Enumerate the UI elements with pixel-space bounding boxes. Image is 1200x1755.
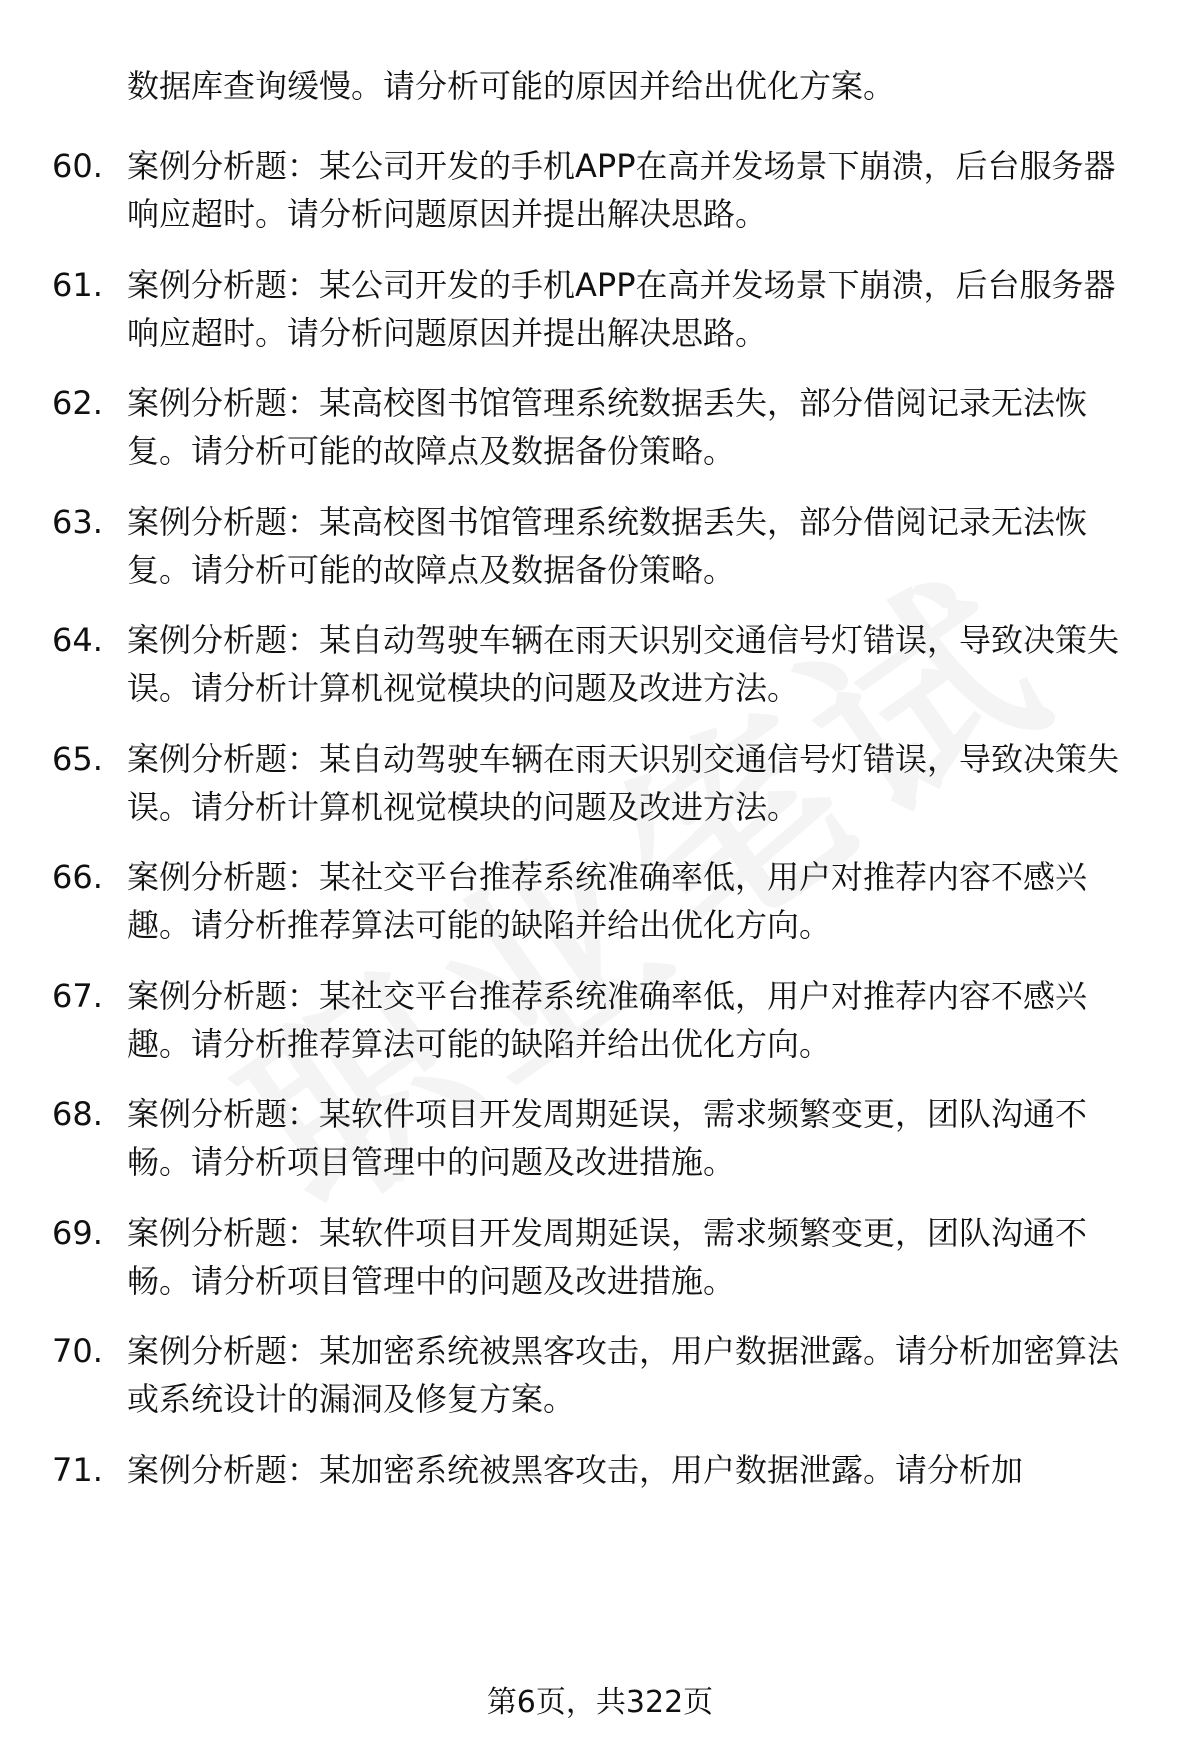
question-item [0,1090,1200,1209]
question-number: 66. [52,858,103,896]
question-item [0,853,1200,972]
question-number: 69. [52,1213,103,1252]
question-text: 案例分析题：某加密系统被黑客攻击，用户数据泄露。请分析加 [127,1450,1024,1489]
question-text: 案例分析题：某高校图书馆管理系统数据丢失，部分借阅记录无法恢复。请分析可能的故障点及数据备份策略。 [127,384,1088,470]
question-number: 61. [52,265,103,304]
question-number: 70. [52,1332,103,1370]
question-list [0,142,1200,1564]
question-text: 案例分析题：某加密系统被黑客攻击，用户数据泄露。请分析加密算法或系统设计的漏洞及修复方案。 [127,1332,1120,1418]
question-item [0,1209,1200,1328]
question-item [0,972,1200,1091]
question-item [0,1446,1200,1565]
question-text: 案例分析题：某软件项目开发周期延误，需求频繁变更，团队沟通不畅。请分析项目管理中的问题及改进措施。 [127,1213,1088,1300]
question-item [0,379,1200,498]
question-number: 65. [52,739,103,778]
question-number: 67. [52,976,103,1015]
question-text: 案例分析题：某公司开发的手机APP在高并发场景下崩溃，后台服务器响应超时。请分析问题原因并提出解决思路。 [127,147,1116,233]
question-text: 案例分析题：某自动驾驶车辆在雨天识别交通信号灯错误，导致决策失误。请分析计算机视觉模块的问题及改进方法。 [127,739,1120,826]
question-number: 63. [52,502,103,541]
question-item [0,498,1200,617]
question-number: 62. [52,384,103,422]
question-item [0,142,1200,261]
question-number: 71. [52,1450,103,1489]
continued-question-text: 数据库查询缓慢。请分析可能的原因并给出优化方案。 [127,67,896,105]
question-text: 案例分析题：某公司开发的手机APP在高并发场景下崩溃，后台服务器响应超时。请分析问题原因并提出解决思路。 [127,265,1116,352]
question-item [0,616,1200,735]
question-item [0,261,1200,380]
question-number: 60. [52,147,103,185]
question-text: 案例分析题：某高校图书馆管理系统数据丢失，部分借阅记录无法恢复。请分析可能的故障点及数据备份策略。 [127,502,1088,589]
question-text: 案例分析题：某软件项目开发周期延误，需求频繁变更，团队沟通不畅。请分析项目管理中的问题及改进措施。 [127,1095,1088,1181]
question-number: 64. [52,621,103,659]
question-text: 案例分析题：某社交平台推荐系统准确率低，用户对推荐内容不感兴趣。请分析推荐算法可能的缺陷并给出优化方向。 [127,976,1088,1063]
question-text: 案例分析题：某自动驾驶车辆在雨天识别交通信号灯错误，导致决策失误。请分析计算机视觉模块的问题及改进方法。 [127,621,1120,707]
question-number: 68. [52,1095,103,1133]
question-item [0,1327,1200,1446]
question-text: 案例分析题：某社交平台推荐系统准确率低，用户对推荐内容不感兴趣。请分析推荐算法可能的缺陷并给出优化方向。 [127,858,1088,944]
page-footer: 第6页，共322页 [486,1685,714,1720]
question-item [0,735,1200,854]
